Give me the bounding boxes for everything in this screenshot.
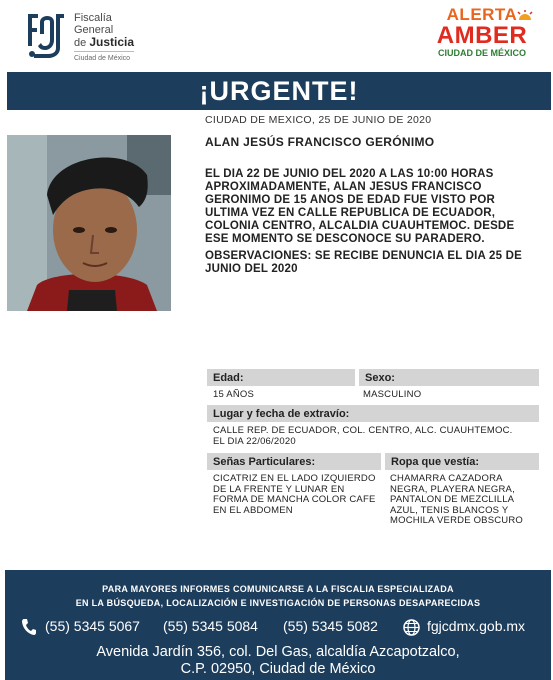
sex-value: MASCULINO (363, 389, 422, 400)
contact-footer (5, 570, 551, 680)
missing-person-photo (7, 135, 171, 311)
incident-description: EL DIA 22 DE JUNIO DEL 2020 A LAS 10:00 HORAS APROXIMADAMENTE, ALAN JESUS FRANCISCO GERONIMO DE 15 ANOS DE EDAD FUE VISTO POR ULTIMA VEZ EN CALLE REPUBLICA DE ECUADOR, COLONIA CENTRO, ALCALDIA CUAUHTEMOC. DESDE ESE MOMENTO SE DESCONOCE SU PARADERO. (205, 168, 515, 245)
fgj-line2: General (74, 24, 114, 36)
fgj-name (74, 12, 134, 65)
fgj-line3 (74, 36, 134, 49)
fgj-line3-strong: Justicia (89, 35, 135, 49)
globe-icon (403, 619, 420, 636)
place-date-value: CALLE REP. DE ECUADOR, COL. CENTRO, ALC. CUAUHTEMOC. EL DIA 22/06/2020 (213, 425, 513, 447)
contact-phones (21, 618, 541, 638)
footer-line1: PARA MAYORES INFORMES COMUNICARSE A LA FISCALIA ESPECIALIZADA (102, 584, 454, 594)
clothes-label: Ropa que vestía: (385, 453, 539, 470)
place-date-label: Lugar y fecha de extravío: (207, 405, 539, 422)
phone-icon (21, 618, 37, 636)
sun-icon (517, 10, 533, 22)
header (0, 0, 553, 72)
marks-value: CICATRIZ EN EL LADO IZQUIERDO DE LA FRENTE Y LUNAR EN FORMA DE MANCHA COLOR CAFE EN EL ABDOMEN (213, 473, 376, 516)
amber-line2: AMBER (436, 22, 528, 49)
missing-person-name: ALAN JESÚS FRANCISCO GERÓNIMO (205, 135, 435, 149)
alerta-amber-logo-icon (427, 6, 537, 66)
age-label: Edad: (207, 369, 355, 386)
marks-label: Señas Particulares: (207, 453, 381, 470)
fgj-city: Ciudad de México (74, 51, 134, 65)
phone-number-2[interactable]: (55) 5345 5084 (163, 618, 258, 634)
phone-number-1[interactable]: (55) 5345 5067 (45, 618, 140, 634)
observations: OBSERVACIONES: SE RECIBE DENUNCIA EL DIA 25 DE JUNIO DEL 2020 (205, 250, 522, 275)
amber-line3: CIUDAD DE MÉXICO (437, 48, 526, 58)
date-line: CIUDAD DE MEXICO, 25 DE JUNIO DE 2020 (205, 114, 432, 126)
fgj-logo-icon (24, 10, 68, 62)
urgent-banner: ¡URGENTE! (7, 72, 551, 110)
footer-line2: EN LA BÚSQUEDA, LOCALIZACIÓN E INVESTIGACIÓN DE PERSONAS DESAPARECIDAS (75, 598, 481, 608)
amber-line1: ALERTA (446, 5, 518, 24)
fgj-line1: Fiscalía (74, 12, 112, 24)
website-link[interactable]: fgjcdmx.gob.mx (427, 618, 526, 634)
phone-number-3[interactable]: (55) 5345 5082 (283, 618, 378, 634)
address-line2: C.P. 02950, Ciudad de México (180, 661, 376, 677)
portrait-image (7, 135, 171, 311)
age-value: 15 AÑOS (213, 389, 255, 400)
fgj-line3-prefix: de (74, 37, 87, 49)
sex-label: Sexo: (359, 369, 539, 386)
address-line1: Avenida Jardín 356, col. Del Gas, alcaldía Azcapotzalco, (96, 644, 460, 660)
fgj-logo (24, 10, 174, 66)
clothes-value: CHAMARRA CAZADORA NEGRA, PLAYERA NEGRA, PANTALON DE MEZCLILLA AZUL, TENIS BLANCOS Y MOCHILA VERDE OBSCURO (390, 473, 524, 526)
